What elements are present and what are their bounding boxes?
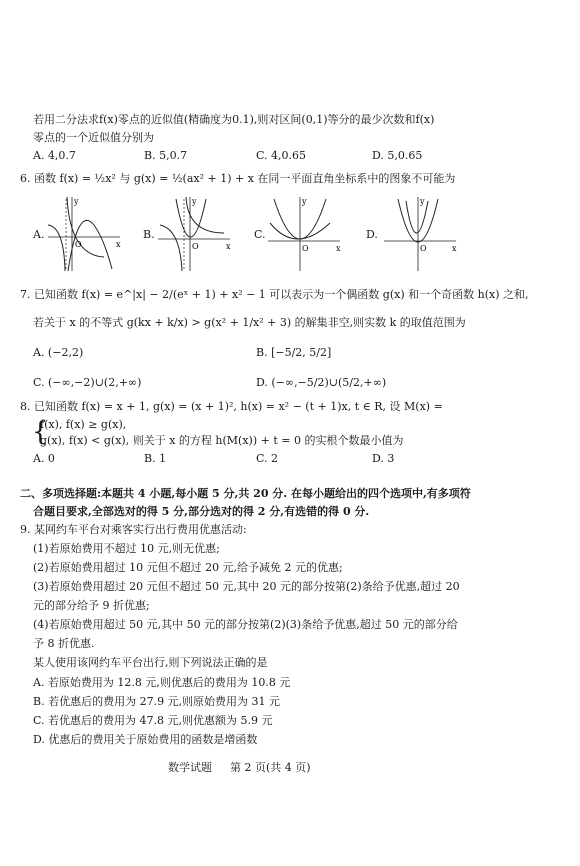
svg-text:O: O [302, 244, 309, 253]
svg-text:x: x [336, 244, 341, 253]
q9-option-b: B. 若优惠后的费用为 27.9 元,则原始费用为 31 元 [33, 695, 281, 708]
footer-subject: 数学试题 [168, 761, 212, 774]
q8-line1: 8. 已知函数 f(x) = x + 1, g(x) = (x + 1)², h(x) = x² − (t + 1)x, t ∈ R, 设 M(x) = [20, 400, 443, 413]
q6-label-b: B. [143, 228, 155, 241]
q6-graph-c [264, 195, 344, 273]
q6-graph-a [44, 195, 124, 273]
q5-option-d: D. 5,0.65 [372, 149, 423, 162]
q5-option-b: B. 5,0.7 [144, 149, 188, 162]
svg-text:O: O [75, 240, 82, 249]
svg-text:y: y [192, 197, 197, 206]
q8-option-c: C. 2 [256, 452, 279, 465]
q5-line1: 若用二分法求f(x)零点的近似值(精确度为0.1),则对区间(0,1)等分的最少次数和f(x) [33, 113, 435, 126]
svg-text:O: O [192, 242, 199, 251]
q5-option-a: A. 4,0.7 [33, 149, 76, 162]
q8-piecewise-top: f(x), f(x) ≥ g(x), [40, 418, 127, 431]
q7-line1: 7. 已知函数 f(x) = e^|x| − 2/(eˣ + 1) + x² − 1 可以表示为一个偶函数 g(x) 和一个奇函数 h(x) 之和, [20, 288, 529, 301]
q7-option-b: B. [−5/2, 5/2] [256, 346, 332, 359]
q6-label-c: C. [254, 228, 266, 241]
q7-option-c: C. (−∞,−2)∪(2,+∞) [33, 376, 142, 389]
q6-label-d: D. [366, 228, 378, 241]
q6-graph-d [380, 195, 460, 273]
q7-line2: 若关于 x 的不等式 g(kx + k/x) > g(x² + 1/x² + 3) 的解集非空,则实数 k 的取值范围为 [33, 316, 466, 329]
q8-piecewise-bottom: g(x), f(x) < g(x), 则关于 x 的方程 h(M(x)) + t = 0 的实根个数最小值为 [40, 434, 404, 447]
svg-text:x: x [226, 242, 231, 251]
svg-text:O: O [420, 244, 427, 253]
q8-option-b: B. 1 [144, 452, 167, 465]
q6-graph-b [154, 195, 234, 273]
q9-rule-4-cont: 予 8 折优惠. [33, 637, 95, 650]
q7-option-a: A. (−2,2) [33, 346, 84, 359]
q8-option-d: D. 3 [372, 452, 395, 465]
svg-text:x: x [452, 244, 457, 253]
q9-question: 某人使用该网约车平台出行,则下列说法正确的是 [33, 656, 268, 669]
q9-rule-1: (1)若原始费用不超过 10 元,则无优惠; [33, 542, 220, 555]
q9-rule-3-cont: 元的部分给予 9 折优惠; [33, 599, 150, 612]
q7-option-d: D. (−∞,−5/2)∪(5/2,+∞) [256, 376, 387, 389]
q9-rule-4: (4)若原始费用超过 50 元,其中 50 元的部分按第(2)(3)条给予优惠,超过 50 元的部分给 [33, 618, 458, 631]
q6-stem: 6. 函数 f(x) = ½x² 与 g(x) = ½(ax² + 1) + x 在同一平面直角坐标系中的图象不可能为 [20, 172, 456, 185]
q9-stem: 9. 某网约车平台对乘客实行出行费用优惠活动: [20, 523, 247, 536]
section2-heading-line1: 二、多项选择题:本题共 4 小题,每小题 5 分,共 20 分. 在每小题给出的四个选项中,有多项符 [20, 487, 471, 500]
q9-rule-2: (2)若原始费用超过 10 元但不超过 20 元,给予减免 2 元的优惠; [33, 561, 343, 574]
q8-brace: { [32, 417, 49, 447]
q9-option-c: C. 若优惠后的费用为 47.8 元,则优惠额为 5.9 元 [33, 714, 273, 727]
q6-label-a: A. [33, 228, 45, 241]
q8-option-a: A. 0 [33, 452, 55, 465]
svg-text:y: y [420, 197, 425, 206]
svg-text:y: y [302, 197, 307, 206]
svg-text:y: y [74, 197, 79, 206]
q5-line2: 零点的一个近似值分别为 [33, 131, 154, 144]
footer-page-number: 第 2 页(共 4 页) [230, 761, 311, 774]
svg-text:x: x [116, 240, 121, 249]
section2-heading-line2: 合题目要求,全部选对的得 5 分,部分选对的得 2 分,有选错的得 0 分. [33, 505, 370, 518]
q5-option-c: C. 4,0.65 [256, 149, 307, 162]
q9-option-a: A. 若原始费用为 12.8 元,则优惠后的费用为 10.8 元 [33, 676, 291, 689]
q9-option-d: D. 优惠后的费用关于原始费用的函数是增函数 [33, 733, 258, 746]
q9-rule-3: (3)若原始费用超过 20 元但不超过 50 元,其中 20 元的部分按第(2)条给予优惠,超过 20 [33, 580, 460, 593]
